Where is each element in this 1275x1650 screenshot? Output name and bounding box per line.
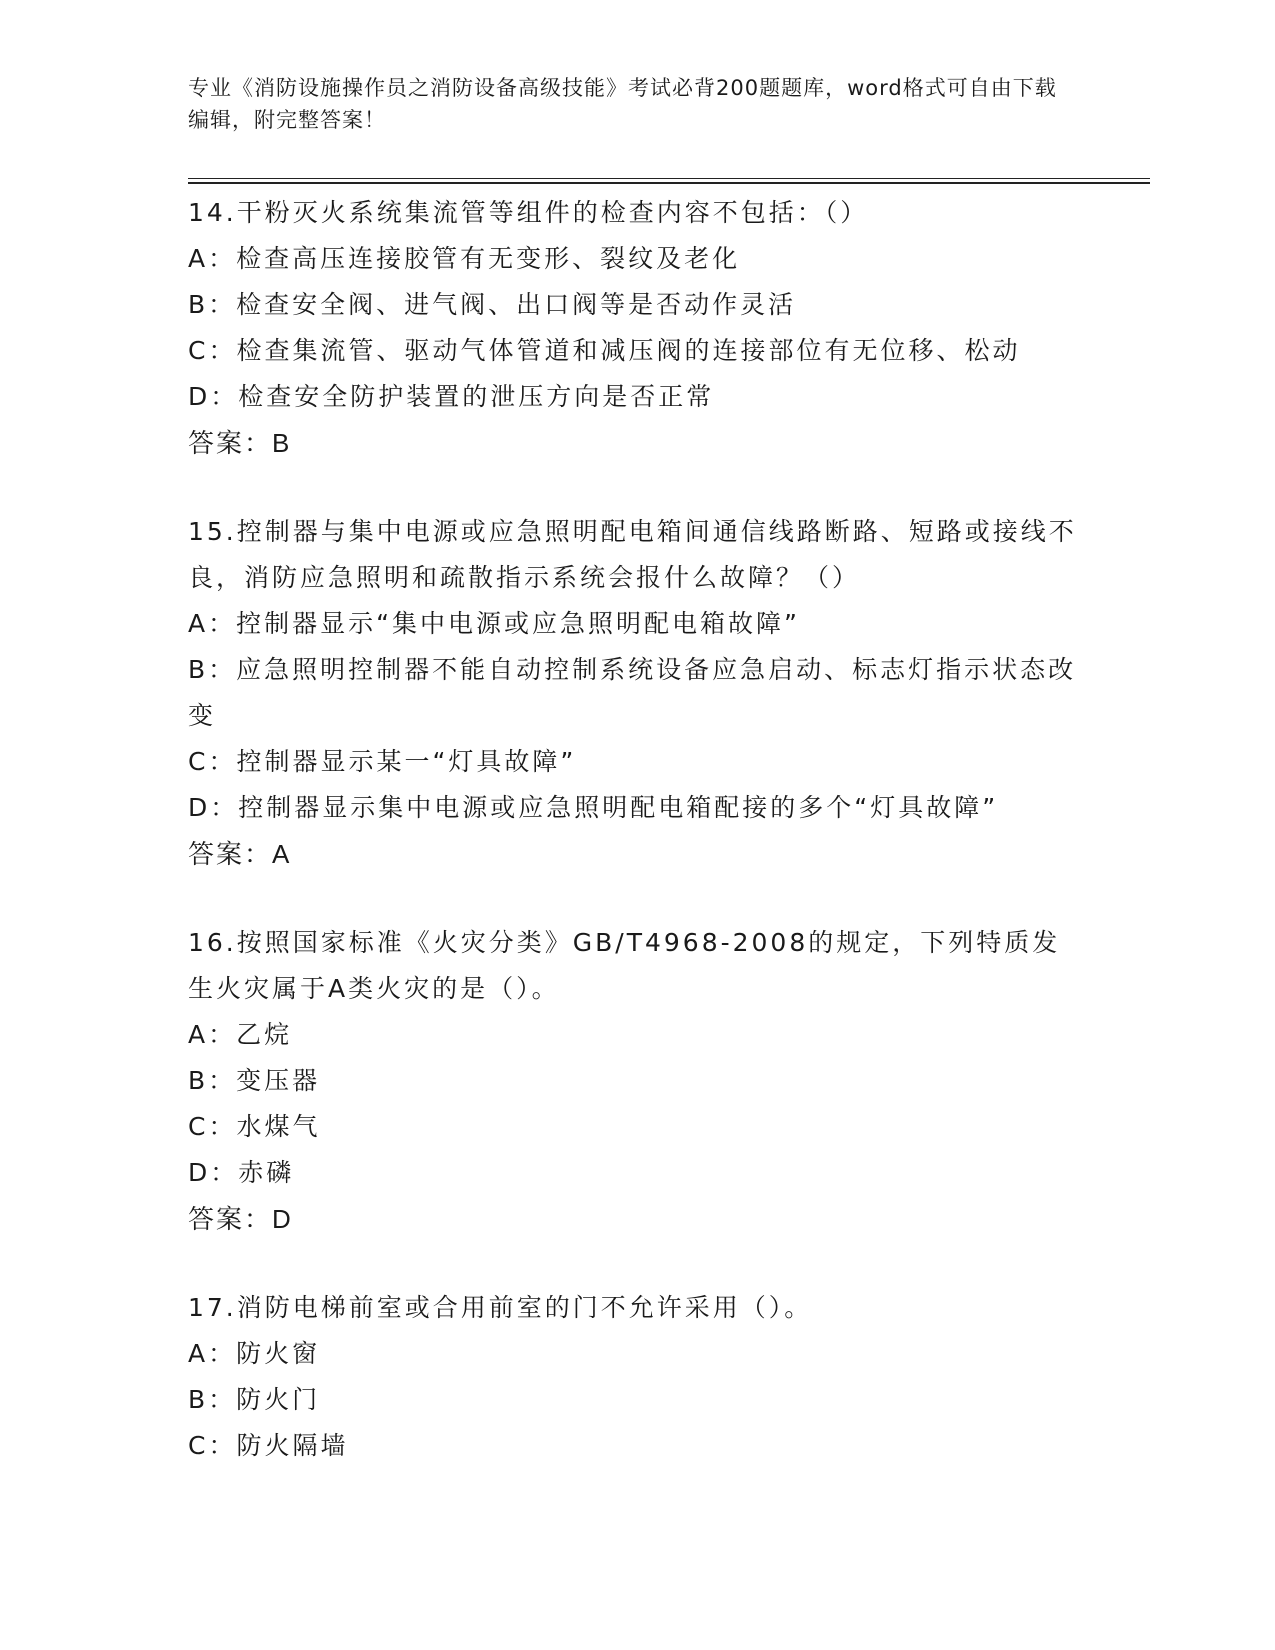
question-14	[188, 190, 1088, 466]
option-d: D：检查安全防护装置的泄压方向是否正常	[188, 382, 715, 411]
document-header	[188, 72, 1068, 136]
question-15	[188, 509, 1088, 877]
question-stem: 17.消防电梯前室或合用前室的门不允许采用（）。	[188, 1293, 813, 1322]
option-c: C：控制器显示某一“灯具故障”	[188, 747, 577, 776]
option-a: A：防火窗	[188, 1339, 321, 1368]
option-d: D：赤磷	[188, 1158, 295, 1187]
option-a: A：控制器显示“集中电源或应急照明配电箱故障”	[188, 609, 801, 638]
question-17	[188, 1285, 1088, 1469]
option-c: C：防火隔墙	[188, 1431, 349, 1460]
option-c: C：检查集流管、驱动气体管道和减压阀的连接部位有无位移、松动	[188, 336, 1021, 365]
option-a: A：乙烷	[188, 1020, 293, 1049]
question-stem: 15.控制器与集中电源或应急照明配电箱间通信线路断路、短路或接线不良，消防应急照明和疏散指示系统会报什么故障？（）	[188, 517, 1077, 592]
option-b: B：变压器	[188, 1066, 321, 1095]
spacer	[188, 466, 1088, 509]
question-stem: 16.按照国家标准《火灾分类》GB/T4968-2008的规定，下列特质发生火灾属于A类火灾的是（）。	[188, 928, 1061, 1003]
option-b: B：应急照明控制器不能自动控制系统设备应急启动、标志灯指示状态改变	[188, 655, 1077, 730]
option-b: B：防火门	[188, 1385, 321, 1414]
spacer	[188, 1242, 1088, 1285]
option-d: D：控制器显示集中电源或应急照明配电箱配接的多个“灯具故障”	[188, 793, 999, 822]
header-divider-thin	[188, 178, 1150, 179]
question-16	[188, 920, 1088, 1242]
question-list	[188, 190, 1088, 1469]
option-c: C：水煤气	[188, 1112, 321, 1141]
answer: 答案：A	[188, 839, 292, 869]
spacer	[188, 877, 1088, 920]
question-stem: 14.干粉灭火系统集流管等组件的检查内容不包括：（）	[188, 198, 869, 227]
option-a: A：检查高压连接胶管有无变形、裂纹及老化	[188, 244, 741, 273]
option-b: B：检查安全阀、进气阀、出口阀等是否动作灵活	[188, 290, 797, 319]
header-text: 专业《消防设施操作员之消防设备高级技能》考试必背200题题库，word格式可自由下载编辑，附完整答案！	[188, 76, 1057, 132]
answer: 答案：D	[188, 1204, 293, 1234]
answer: 答案：B	[188, 428, 292, 458]
header-divider-thick	[188, 182, 1150, 184]
